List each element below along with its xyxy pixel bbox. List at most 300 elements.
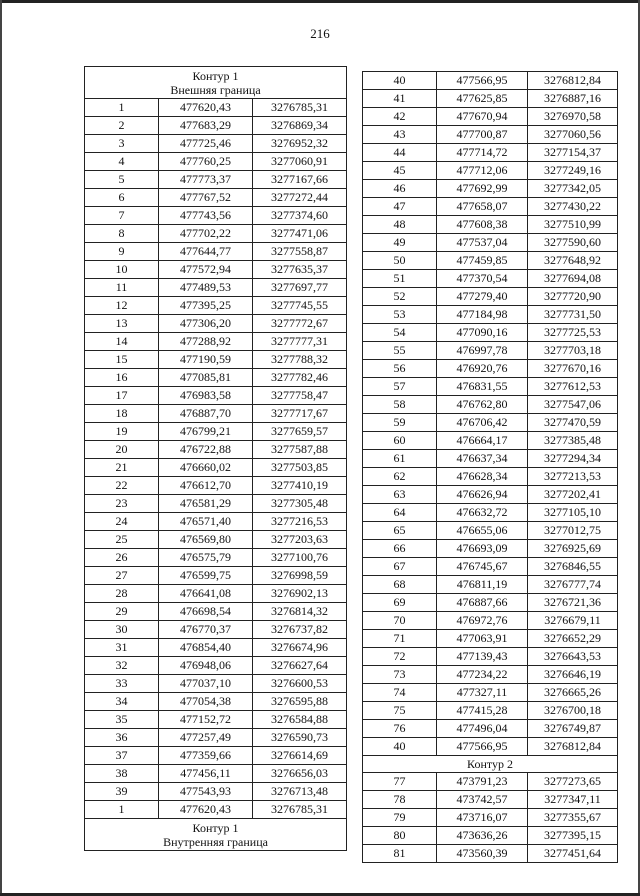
point-number: 60 bbox=[363, 432, 437, 450]
table-row bbox=[85, 153, 347, 171]
contour-1-inner-header bbox=[85, 819, 347, 851]
table-row bbox=[85, 747, 347, 765]
coordinate-x: 476799,21 bbox=[159, 423, 253, 441]
coordinate-y: 3276614,69 bbox=[253, 747, 347, 765]
point-number: 33 bbox=[85, 675, 159, 693]
table-row bbox=[363, 126, 618, 144]
coordinate-x: 477543,93 bbox=[159, 783, 253, 801]
coordinate-y: 3276902,13 bbox=[253, 585, 347, 603]
coordinate-x: 477152,72 bbox=[159, 711, 253, 729]
point-number: 72 bbox=[363, 648, 437, 666]
coordinate-y: 3277395,15 bbox=[528, 827, 618, 845]
point-number: 74 bbox=[363, 684, 437, 702]
point-number: 70 bbox=[363, 612, 437, 630]
table-row bbox=[85, 513, 347, 531]
coordinate-y: 3277410,19 bbox=[253, 477, 347, 495]
boundary-type: Внутренняя граница bbox=[163, 834, 268, 849]
point-number: 81 bbox=[363, 845, 437, 863]
point-number: 75 bbox=[363, 702, 437, 720]
coordinate-x: 477054,38 bbox=[159, 693, 253, 711]
coordinate-x: 476920,76 bbox=[437, 360, 528, 378]
table-row bbox=[363, 486, 618, 504]
coordinate-y: 3277105,10 bbox=[528, 504, 618, 522]
coordinate-x: 477566,95 bbox=[437, 72, 528, 90]
coordinate-y: 3277216,53 bbox=[253, 513, 347, 531]
coordinate-y: 3276656,03 bbox=[253, 765, 347, 783]
coordinate-x: 473636,26 bbox=[437, 827, 528, 845]
coordinate-y: 3276952,32 bbox=[253, 135, 347, 153]
point-number: 65 bbox=[363, 522, 437, 540]
point-number: 42 bbox=[363, 108, 437, 126]
coordinate-x: 476664,17 bbox=[437, 432, 528, 450]
point-number: 57 bbox=[363, 378, 437, 396]
point-number: 12 bbox=[85, 297, 159, 315]
coordinate-y: 3277587,88 bbox=[253, 441, 347, 459]
point-number: 69 bbox=[363, 594, 437, 612]
point-number: 44 bbox=[363, 144, 437, 162]
coordinate-x: 477714,72 bbox=[437, 144, 528, 162]
page-number: 216 bbox=[310, 26, 330, 41]
coordinate-x: 477608,38 bbox=[437, 216, 528, 234]
coordinate-y: 3277558,87 bbox=[253, 243, 347, 261]
coordinate-x: 473716,07 bbox=[437, 809, 528, 827]
coordinate-x: 476706,42 bbox=[437, 414, 528, 432]
point-number: 22 bbox=[85, 477, 159, 495]
point-number: 50 bbox=[363, 252, 437, 270]
point-number: 51 bbox=[363, 270, 437, 288]
coordinate-x: 476698,54 bbox=[159, 603, 253, 621]
coordinate-y: 3277503,85 bbox=[253, 459, 347, 477]
coordinate-y: 3277385,48 bbox=[528, 432, 618, 450]
coordinate-y: 3277758,47 bbox=[253, 387, 347, 405]
coordinate-y: 3277060,91 bbox=[253, 153, 347, 171]
coordinate-x: 477572,94 bbox=[159, 261, 253, 279]
point-number: 17 bbox=[85, 387, 159, 405]
table-row bbox=[363, 504, 618, 522]
contour-1-outer-header bbox=[85, 67, 347, 99]
coordinate-x: 476581,29 bbox=[159, 495, 253, 513]
coordinate-y: 3276627,64 bbox=[253, 657, 347, 675]
coordinate-x: 476693,09 bbox=[437, 540, 528, 558]
coordinate-y: 3277659,57 bbox=[253, 423, 347, 441]
table-row bbox=[85, 207, 347, 225]
table-row bbox=[85, 99, 347, 117]
point-number: 1 bbox=[85, 801, 159, 819]
point-number: 43 bbox=[363, 126, 437, 144]
contour-header-row bbox=[85, 819, 347, 851]
table-row bbox=[363, 845, 618, 863]
point-number: 24 bbox=[85, 513, 159, 531]
point-number: 54 bbox=[363, 324, 437, 342]
coordinate-x: 477767,52 bbox=[159, 189, 253, 207]
point-number: 36 bbox=[85, 729, 159, 747]
point-number: 56 bbox=[363, 360, 437, 378]
coordinate-x: 476641,08 bbox=[159, 585, 253, 603]
point-number: 5 bbox=[85, 171, 159, 189]
table-row bbox=[363, 720, 618, 738]
point-number: 78 bbox=[363, 791, 437, 809]
table-row bbox=[363, 791, 618, 809]
table-row bbox=[85, 693, 347, 711]
point-number: 15 bbox=[85, 351, 159, 369]
point-number: 25 bbox=[85, 531, 159, 549]
point-number: 46 bbox=[363, 180, 437, 198]
point-number: 62 bbox=[363, 468, 437, 486]
coordinate-y: 3277294,34 bbox=[528, 450, 618, 468]
coordinate-x: 476770,37 bbox=[159, 621, 253, 639]
coordinate-x: 476948,06 bbox=[159, 657, 253, 675]
coordinate-y: 3276713,48 bbox=[253, 783, 347, 801]
coordinate-x: 477773,37 bbox=[159, 171, 253, 189]
coordinate-y: 3276814,32 bbox=[253, 603, 347, 621]
coordinate-y: 3276887,16 bbox=[528, 90, 618, 108]
point-number: 14 bbox=[85, 333, 159, 351]
table-row bbox=[363, 773, 618, 791]
coordinate-y: 3277100,76 bbox=[253, 549, 347, 567]
point-number: 77 bbox=[363, 773, 437, 791]
point-number: 3 bbox=[85, 135, 159, 153]
coordinate-x: 477702,22 bbox=[159, 225, 253, 243]
coordinate-y: 3277720,90 bbox=[528, 288, 618, 306]
coordinate-x: 477620,43 bbox=[159, 801, 253, 819]
coordinate-y: 3277612,53 bbox=[528, 378, 618, 396]
table-row bbox=[85, 405, 347, 423]
coordinate-y: 3277725,53 bbox=[528, 324, 618, 342]
contour-title: Контур 1 bbox=[192, 820, 239, 835]
point-number: 2 bbox=[85, 117, 159, 135]
coordinate-y: 3277471,06 bbox=[253, 225, 347, 243]
coordinate-x: 473742,57 bbox=[437, 791, 528, 809]
table-row bbox=[363, 108, 618, 126]
point-number: 13 bbox=[85, 315, 159, 333]
coordinate-y: 3277717,67 bbox=[253, 405, 347, 423]
coordinate-y: 3277342,05 bbox=[528, 180, 618, 198]
table-row bbox=[363, 666, 618, 684]
table-row bbox=[363, 252, 618, 270]
table-row bbox=[85, 189, 347, 207]
coordinate-y: 3277060,56 bbox=[528, 126, 618, 144]
table-row bbox=[85, 423, 347, 441]
table-row bbox=[85, 243, 347, 261]
coordinate-x: 477359,66 bbox=[159, 747, 253, 765]
point-number: 41 bbox=[363, 90, 437, 108]
table-row bbox=[363, 738, 618, 756]
table-row bbox=[363, 72, 618, 90]
coordinate-y: 3277347,11 bbox=[528, 791, 618, 809]
table-row bbox=[363, 270, 618, 288]
table-row bbox=[85, 531, 347, 549]
table-row bbox=[363, 540, 618, 558]
table-row bbox=[363, 342, 618, 360]
coordinate-y: 3276970,58 bbox=[528, 108, 618, 126]
coordinates-table-right bbox=[362, 71, 618, 863]
coordinate-x: 473560,39 bbox=[437, 845, 528, 863]
point-number: 61 bbox=[363, 450, 437, 468]
table-row bbox=[85, 549, 347, 567]
coordinate-y: 3277213,53 bbox=[528, 468, 618, 486]
table-row bbox=[363, 288, 618, 306]
table-row bbox=[363, 809, 618, 827]
point-number: 48 bbox=[363, 216, 437, 234]
coordinate-x: 476887,70 bbox=[159, 405, 253, 423]
coordinate-x: 477288,92 bbox=[159, 333, 253, 351]
coordinate-y: 3277788,32 bbox=[253, 351, 347, 369]
table-row bbox=[363, 378, 618, 396]
point-number: 4 bbox=[85, 153, 159, 171]
point-number: 73 bbox=[363, 666, 437, 684]
coordinate-y: 3276584,88 bbox=[253, 711, 347, 729]
point-number: 10 bbox=[85, 261, 159, 279]
point-number: 80 bbox=[363, 827, 437, 845]
coordinate-x: 477459,85 bbox=[437, 252, 528, 270]
coordinate-x: 476569,80 bbox=[159, 531, 253, 549]
coordinate-y: 3277782,46 bbox=[253, 369, 347, 387]
coordinate-y: 3276674,96 bbox=[253, 639, 347, 657]
point-number: 58 bbox=[363, 396, 437, 414]
point-number: 34 bbox=[85, 693, 159, 711]
coordinate-y: 3276721,36 bbox=[528, 594, 618, 612]
point-number: 9 bbox=[85, 243, 159, 261]
coordinate-y: 3277470,59 bbox=[528, 414, 618, 432]
coordinate-y: 3277731,50 bbox=[528, 306, 618, 324]
coordinate-y: 3277374,60 bbox=[253, 207, 347, 225]
table-row bbox=[85, 495, 347, 513]
coordinate-y: 3276785,31 bbox=[253, 801, 347, 819]
table-row bbox=[363, 414, 618, 432]
coordinate-x: 477625,85 bbox=[437, 90, 528, 108]
point-number: 40 bbox=[363, 738, 437, 756]
coordinate-y: 3276812,84 bbox=[528, 72, 618, 90]
table-row bbox=[85, 783, 347, 801]
point-number: 29 bbox=[85, 603, 159, 621]
coordinate-x: 477496,04 bbox=[437, 720, 528, 738]
table-row bbox=[363, 90, 618, 108]
table-row bbox=[363, 162, 618, 180]
point-number: 16 bbox=[85, 369, 159, 387]
point-number: 49 bbox=[363, 234, 437, 252]
coordinate-y: 3277635,37 bbox=[253, 261, 347, 279]
coordinate-y: 3277772,67 bbox=[253, 315, 347, 333]
coordinate-y: 3277510,99 bbox=[528, 216, 618, 234]
point-number: 30 bbox=[85, 621, 159, 639]
coordinate-x: 477760,25 bbox=[159, 153, 253, 171]
coordinate-x: 476983,58 bbox=[159, 387, 253, 405]
point-number: 19 bbox=[85, 423, 159, 441]
table-row bbox=[85, 387, 347, 405]
table-row bbox=[363, 324, 618, 342]
coordinate-y: 3276812,84 bbox=[528, 738, 618, 756]
coordinate-x: 477644,77 bbox=[159, 243, 253, 261]
point-number: 28 bbox=[85, 585, 159, 603]
boundary-type: Внешняя граница bbox=[170, 82, 261, 97]
scan-edge-left bbox=[0, 0, 2, 896]
table-row bbox=[363, 396, 618, 414]
table-row bbox=[85, 603, 347, 621]
table-row bbox=[85, 351, 347, 369]
point-number: 35 bbox=[85, 711, 159, 729]
coordinate-y: 3277590,60 bbox=[528, 234, 618, 252]
table-row bbox=[363, 522, 618, 540]
table-row bbox=[85, 765, 347, 783]
coordinate-x: 476626,94 bbox=[437, 486, 528, 504]
coordinate-y: 3276600,53 bbox=[253, 675, 347, 693]
coordinate-y: 3277777,31 bbox=[253, 333, 347, 351]
coordinate-x: 476831,55 bbox=[437, 378, 528, 396]
table-row bbox=[85, 477, 347, 495]
coordinate-x: 477700,87 bbox=[437, 126, 528, 144]
table-row bbox=[363, 234, 618, 252]
coordinate-x: 476660,02 bbox=[159, 459, 253, 477]
point-number: 32 bbox=[85, 657, 159, 675]
contour-title: Контур 2 bbox=[467, 757, 513, 771]
coordinate-y: 3277273,65 bbox=[528, 773, 618, 791]
point-number: 38 bbox=[85, 765, 159, 783]
table-row bbox=[363, 432, 618, 450]
table-row bbox=[85, 639, 347, 657]
coordinate-x: 477620,43 bbox=[159, 99, 253, 117]
coordinate-x: 477085,81 bbox=[159, 369, 253, 387]
coordinate-x: 476811,19 bbox=[437, 576, 528, 594]
table-row bbox=[363, 702, 618, 720]
point-number: 23 bbox=[85, 495, 159, 513]
table-row bbox=[85, 567, 347, 585]
coordinate-x: 477670,94 bbox=[437, 108, 528, 126]
coordinate-y: 3276665,26 bbox=[528, 684, 618, 702]
coordinate-y: 3277745,55 bbox=[253, 297, 347, 315]
contour-2-header bbox=[363, 756, 618, 773]
coordinate-x: 476722,88 bbox=[159, 441, 253, 459]
table-row bbox=[85, 459, 347, 477]
table-row bbox=[85, 801, 347, 819]
coordinate-y: 3276700,18 bbox=[528, 702, 618, 720]
table-row bbox=[85, 729, 347, 747]
coordinate-x: 476628,34 bbox=[437, 468, 528, 486]
coordinate-y: 3277154,37 bbox=[528, 144, 618, 162]
coordinate-x: 477537,04 bbox=[437, 234, 528, 252]
coordinate-x: 476854,40 bbox=[159, 639, 253, 657]
coordinate-y: 3277167,66 bbox=[253, 171, 347, 189]
table-row bbox=[85, 369, 347, 387]
point-number: 59 bbox=[363, 414, 437, 432]
table-row bbox=[85, 585, 347, 603]
coordinate-x: 476655,06 bbox=[437, 522, 528, 540]
table-row bbox=[85, 621, 347, 639]
point-number: 55 bbox=[363, 342, 437, 360]
table-row bbox=[363, 360, 618, 378]
point-number: 8 bbox=[85, 225, 159, 243]
point-number: 68 bbox=[363, 576, 437, 594]
coordinate-x: 476575,79 bbox=[159, 549, 253, 567]
coordinate-x: 477692,99 bbox=[437, 180, 528, 198]
table-row bbox=[363, 198, 618, 216]
coordinate-y: 3277451,64 bbox=[528, 845, 618, 863]
coordinate-x: 476762,80 bbox=[437, 396, 528, 414]
point-number: 47 bbox=[363, 198, 437, 216]
point-number: 79 bbox=[363, 809, 437, 827]
coordinate-y: 3277703,18 bbox=[528, 342, 618, 360]
coordinate-x: 477683,29 bbox=[159, 117, 253, 135]
coordinate-x: 477184,98 bbox=[437, 306, 528, 324]
point-number: 21 bbox=[85, 459, 159, 477]
coordinate-x: 476571,40 bbox=[159, 513, 253, 531]
table-row bbox=[85, 225, 347, 243]
table-row bbox=[85, 171, 347, 189]
contour-header-row bbox=[363, 756, 618, 773]
scan-edge-top bbox=[0, 0, 640, 3]
coordinate-x: 477489,53 bbox=[159, 279, 253, 297]
coordinate-x: 477139,43 bbox=[437, 648, 528, 666]
table-row bbox=[363, 684, 618, 702]
point-number: 1 bbox=[85, 99, 159, 117]
coordinate-y: 3276643,53 bbox=[528, 648, 618, 666]
table-row bbox=[85, 711, 347, 729]
coordinate-y: 3277272,44 bbox=[253, 189, 347, 207]
coordinate-y: 3277012,75 bbox=[528, 522, 618, 540]
table-row bbox=[363, 180, 618, 198]
coordinate-y: 3277355,67 bbox=[528, 809, 618, 827]
coordinate-x: 477566,95 bbox=[437, 738, 528, 756]
point-number: 52 bbox=[363, 288, 437, 306]
point-number: 27 bbox=[85, 567, 159, 585]
coordinate-x: 477725,46 bbox=[159, 135, 253, 153]
table-row bbox=[363, 612, 618, 630]
point-number: 67 bbox=[363, 558, 437, 576]
point-number: 11 bbox=[85, 279, 159, 297]
table-row bbox=[363, 594, 618, 612]
table-row bbox=[363, 630, 618, 648]
coordinate-y: 3276785,31 bbox=[253, 99, 347, 117]
table-row bbox=[363, 468, 618, 486]
coordinate-x: 476632,72 bbox=[437, 504, 528, 522]
coordinate-y: 3277249,16 bbox=[528, 162, 618, 180]
coordinate-x: 477415,28 bbox=[437, 702, 528, 720]
table-row bbox=[85, 675, 347, 693]
point-number: 6 bbox=[85, 189, 159, 207]
point-number: 76 bbox=[363, 720, 437, 738]
table-row bbox=[85, 279, 347, 297]
coordinate-x: 477037,10 bbox=[159, 675, 253, 693]
coordinate-x: 476599,75 bbox=[159, 567, 253, 585]
point-number: 53 bbox=[363, 306, 437, 324]
coordinate-y: 3276869,34 bbox=[253, 117, 347, 135]
coordinate-y: 3277203,63 bbox=[253, 531, 347, 549]
coordinate-x: 477658,07 bbox=[437, 198, 528, 216]
coordinate-x: 477234,22 bbox=[437, 666, 528, 684]
coordinate-y: 3276737,82 bbox=[253, 621, 347, 639]
table-row bbox=[363, 576, 618, 594]
table-row bbox=[85, 441, 347, 459]
coordinate-y: 3276652,29 bbox=[528, 630, 618, 648]
point-number: 64 bbox=[363, 504, 437, 522]
coordinate-x: 473791,23 bbox=[437, 773, 528, 791]
point-number: 71 bbox=[363, 630, 437, 648]
coordinate-y: 3277694,08 bbox=[528, 270, 618, 288]
coordinate-y: 3277648,92 bbox=[528, 252, 618, 270]
coordinate-x: 476972,76 bbox=[437, 612, 528, 630]
coordinate-x: 476745,67 bbox=[437, 558, 528, 576]
coordinate-x: 477370,54 bbox=[437, 270, 528, 288]
table-row bbox=[363, 306, 618, 324]
point-number: 37 bbox=[85, 747, 159, 765]
table-row bbox=[85, 135, 347, 153]
coordinate-x: 477712,06 bbox=[437, 162, 528, 180]
point-number: 40 bbox=[363, 72, 437, 90]
point-number: 20 bbox=[85, 441, 159, 459]
table-row bbox=[363, 144, 618, 162]
coordinate-y: 3277305,48 bbox=[253, 495, 347, 513]
contour-title: Контур 1 bbox=[192, 68, 239, 83]
table-row bbox=[363, 558, 618, 576]
